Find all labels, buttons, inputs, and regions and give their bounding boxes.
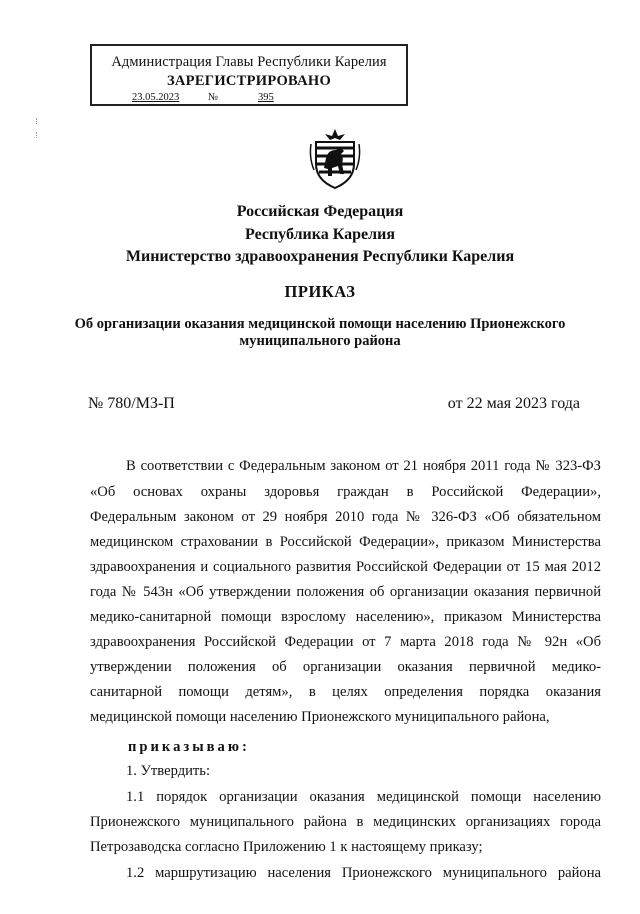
stamp-authority: Администрация Главы Республики Карелия: [111, 54, 387, 70]
preamble-line: года № 543н «Об утверждении положения об организации оказания первичной: [90, 584, 601, 600]
stamp-date: 23.05.2023: [132, 92, 180, 103]
document-date: от 22 мая 2023 года: [447, 395, 580, 412]
item-1-1-line: 1.1 порядок организации оказания медицинской помощи населению: [126, 789, 601, 805]
preamble-line: «Об основах охраны здоровья граждан в Российской Федерации»,: [90, 484, 601, 500]
document-type: ПРИКАЗ: [284, 282, 356, 301]
preamble-line: В соответствии с Федеральным законом от 21 ноября 2011 года № 323-ФЗ: [126, 458, 601, 474]
preamble-line: медицинской помощи населению Прионежского муниципального района,: [90, 709, 550, 725]
preamble-line: санитарной помощи детям», в целях определения порядка оказания: [90, 684, 601, 700]
decree-word: приказываю:: [128, 739, 250, 755]
stamp-registered: ЗАРЕГИСТРИРОВАНО: [166, 73, 332, 89]
item-1-1-line: Прионежского муниципального района в медицинских организациях города: [90, 814, 601, 830]
document-subject-line-1: Об организации оказания медицинской помощи населению Прионежского: [74, 316, 566, 332]
preamble-line: здравоохранения и социального развития Российской Федерации от 15 мая 2012: [90, 559, 601, 575]
preamble-line: утверждении положения об организации оказания первичной медико-: [90, 659, 601, 675]
stamp-number: 395: [258, 92, 274, 103]
registration-stamp: [90, 44, 408, 106]
document-number: № 780/МЗ-П: [88, 395, 175, 412]
preamble-line: Федеральным законом от 29 ноября 2010 года № 326-ФЗ «Об обязательном: [90, 509, 601, 525]
preamble-line: медико-санитарной помощи взрослому населению», приказом Министерства: [90, 609, 601, 625]
document-subject-line-2: муниципального района: [239, 333, 401, 349]
stamp-number-label: №: [208, 92, 219, 103]
karelia-coat-of-arms-icon: [308, 128, 362, 190]
item-1-1-line: Петрозаводска согласно Приложению 1 к настоящему приказу;: [90, 839, 483, 855]
preamble-line: здравоохранения Российской Федерации от 7 марта 2018 года № 92н «Об: [90, 634, 601, 650]
republic-title: Республика Карелия: [245, 226, 395, 243]
ministry-title: Министерство здравоохранения Республики Карелия: [125, 248, 515, 265]
item-1-2-line: 1.2 маршрутизацию населения Прионежского муниципального района: [126, 865, 601, 881]
scan-mark: [36, 132, 40, 138]
scan-mark: [36, 118, 40, 124]
country-title: Российская Федерация: [236, 203, 404, 220]
preamble-line: медицинском страховании в Российской Федерации», приказом Министерства: [90, 534, 601, 550]
item-1-heading: 1. Утвердить:: [126, 763, 211, 779]
